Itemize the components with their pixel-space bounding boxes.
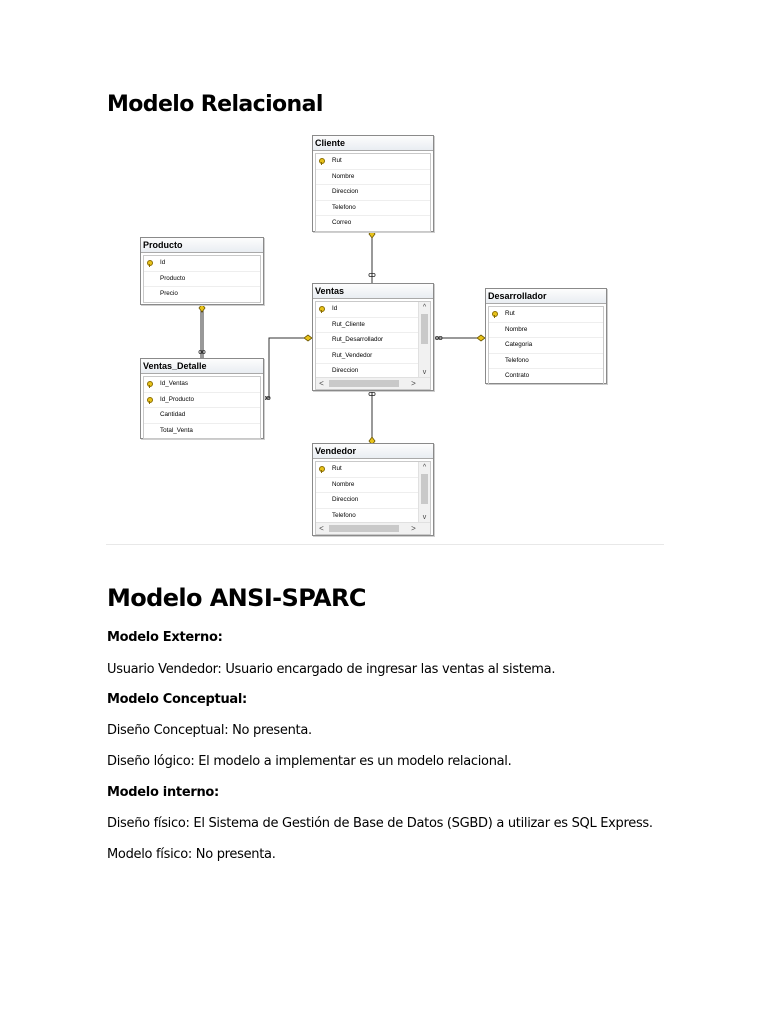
er-diagram <box>106 130 664 545</box>
table-ventas-detalle[interactable] <box>140 358 264 439</box>
label-modelo-conceptual: Modelo Conceptual: <box>107 692 247 707</box>
section-title-relational: Modelo Relacional <box>107 92 323 117</box>
column-list <box>488 306 604 385</box>
column-row: Rut <box>316 462 430 478</box>
table-header: Desarrollador <box>486 289 606 304</box>
text-modelo-fisico: Modelo físico: No presenta. <box>107 847 276 862</box>
column-row: Id_Ventas <box>144 377 260 393</box>
key-end-icon <box>477 335 485 341</box>
scroll-left-icon[interactable]: < <box>319 524 324 533</box>
section-title-ansi: Modelo ANSI-SPARC <box>107 584 366 612</box>
column-list <box>143 255 261 303</box>
key-icon <box>147 260 151 266</box>
column-row: Correo <box>332 219 352 226</box>
scroll-right-icon[interactable]: > <box>411 524 416 533</box>
column-row: Id_Producto <box>144 393 260 409</box>
column-row: Contrato <box>505 372 530 379</box>
key-icon <box>319 466 323 472</box>
text-diseno-conceptual: Diseño Conceptual: No presenta. <box>107 723 312 738</box>
label-modelo-interno: Modelo interno: <box>107 785 219 800</box>
column-list <box>315 461 431 535</box>
scroll-thumb[interactable] <box>421 314 428 344</box>
key-end-icon <box>199 304 205 312</box>
scroll-up-icon[interactable]: ^ <box>422 464 427 471</box>
vertical-scrollbar[interactable] <box>418 302 430 378</box>
column-row: Producto <box>144 272 260 288</box>
table-header: Ventas <box>313 284 433 299</box>
vertical-scrollbar[interactable] <box>418 462 430 523</box>
key-icon <box>319 306 323 312</box>
column-list <box>315 301 431 390</box>
scroll-up-icon[interactable]: ^ <box>422 304 427 311</box>
table-header: Cliente <box>313 136 433 151</box>
scroll-down-icon[interactable]: v <box>422 514 427 521</box>
text-diseno-logico: Diseño lógico: El modelo a implementar es un modelo relacional. <box>107 754 512 769</box>
table-desarrollador[interactable] <box>485 288 607 384</box>
column-row: Categoria <box>489 338 603 354</box>
table-cliente[interactable] <box>312 135 434 232</box>
scroll-thumb[interactable] <box>329 525 399 532</box>
column-row: Nombre <box>316 170 430 186</box>
column-row: Rut_Desarrollador <box>316 333 430 349</box>
table-vendedor[interactable] <box>312 443 434 536</box>
text-modelo-externo: Usuario Vendedor: Usuario encargado de ingresar las ventas al sistema. <box>107 662 556 677</box>
scroll-thumb[interactable] <box>329 380 399 387</box>
column-row: Id <box>316 302 430 318</box>
key-icon <box>319 158 323 164</box>
key-end-icon <box>304 335 312 341</box>
column-row: Rut <box>316 154 430 170</box>
column-row: Direccion <box>316 364 430 380</box>
column-row: Telefono <box>489 354 603 370</box>
column-list <box>143 376 261 439</box>
column-list <box>315 153 431 232</box>
scroll-left-icon[interactable]: < <box>319 379 324 388</box>
horizontal-scrollbar[interactable] <box>316 377 430 389</box>
column-row: Direccion <box>316 185 430 201</box>
column-row: Rut <box>489 307 603 323</box>
column-row: Direccion <box>316 493 430 509</box>
table-header: Producto <box>141 238 263 253</box>
horizontal-scrollbar[interactable] <box>316 522 430 534</box>
column-row: Telefono <box>316 201 430 217</box>
table-header: Vendedor <box>313 444 433 459</box>
column-row: Cantidad <box>144 408 260 424</box>
key-icon <box>147 397 151 403</box>
table-producto[interactable] <box>140 237 264 305</box>
column-row: Precio <box>160 290 178 297</box>
scroll-right-icon[interactable]: > <box>411 379 416 388</box>
column-row: Rut_Cliente <box>316 318 430 334</box>
column-row: Rut_Vendedor <box>316 349 430 365</box>
table-header: Ventas_Detalle <box>141 359 263 374</box>
scroll-thumb[interactable] <box>421 474 428 504</box>
table-ventas[interactable] <box>312 283 434 391</box>
text-diseno-fisico: Diseño físico: El Sistema de Gestión de Base de Datos (SGBD) a utilizar es SQL Express. <box>107 816 653 831</box>
column-row: Nombre <box>316 478 430 494</box>
column-row: Total_Venta <box>160 426 193 434</box>
label-modelo-externo: Modelo Externo: <box>107 630 223 645</box>
column-row: Id <box>144 256 260 272</box>
scroll-down-icon[interactable]: v <box>422 369 427 376</box>
key-icon <box>492 311 496 317</box>
column-row: Nombre <box>489 323 603 339</box>
key-icon <box>147 381 151 387</box>
column-row: Telefono <box>316 509 430 525</box>
